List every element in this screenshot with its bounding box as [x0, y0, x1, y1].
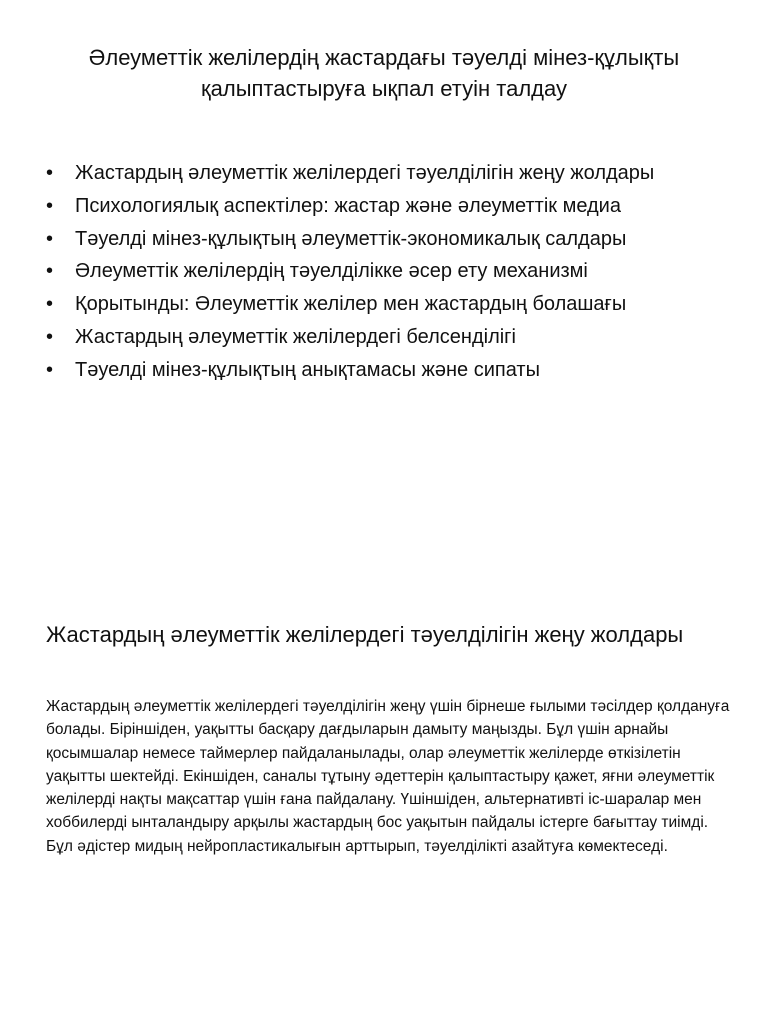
bullet-icon: • [46, 260, 54, 283]
toc-item-label: Тәуелді мінез-құлықтың әлеуметтік-экономикалық салдары [75, 227, 627, 250]
toc-item-label: Әлеуметтік желілердің тәуелділікке әсер ету механизмі [75, 260, 588, 283]
toc-item [46, 190, 746, 223]
toc-item-label: Жастардың әлеуметтік желілердегі тәуелділігін жеңу жолдары [75, 162, 655, 184]
toc-item-label: Жастардың әлеуметтік желілердегі белсенділігі [75, 325, 516, 348]
toc-item [46, 157, 746, 190]
bullet-icon: • [46, 293, 54, 316]
bullet-icon: • [46, 358, 54, 381]
toc-item-label: Психологиялық аспектілер: жастар және әлеуметтік медиа [75, 194, 621, 217]
bullet-icon: • [46, 194, 54, 217]
toc-item [46, 223, 746, 256]
toc-item [46, 288, 746, 321]
toc-item-label: Қорытынды: Әлеуметтік желілер мен жастардың болашағы [75, 293, 627, 316]
toc-item [46, 321, 746, 354]
section-heading: Жастардың әлеуметтік желілердегі тәуелділігін жеңу жолдары [46, 622, 684, 647]
toc-item [46, 255, 746, 288]
bullet-icon: • [46, 325, 54, 348]
bullet-icon: • [46, 227, 54, 250]
toc-item-label: Тәуелді мінез-құлықтың анықтамасы және сипаты [75, 358, 540, 381]
table-of-contents [46, 157, 746, 387]
toc-item [46, 354, 746, 387]
bullet-icon: • [46, 162, 54, 184]
section-body-text: Жастардың әлеуметтік желілердегі тәуелділігін жеңу үшін бірнеше ғылыми тәсілдер қолдануға болады. Біріншіден, уақытты басқару дағдыларын дамыту маңызды. Бұл үшін арнайы қосымшалар немесе таймерлер пайдаланылады, олар әлеуметтік желілерде өткізілетін уақытты шектейді. Екіншіден, саналы тұтыну әдеттерін қалыптастыру қажет, яғни әлеуметтік желілерді нақты мақсаттар үшін ғана пайдалану. Үшіншіден, альтернативті іс-шаралар мен хоббилерді ынталандыру арқылы жастардың бос уақытын пайдалы істерге бағыттау тиімді. Бұл әдістер мидың нейропластикалығын арттырып, тәуелділікті азайтуға көмектеседі. [46, 698, 730, 855]
document-title: Әлеуметтік желілердің жастардағы тәуелді мінез-құлықты қалыптастыруға ықпал етуін талдау [88, 45, 680, 101]
